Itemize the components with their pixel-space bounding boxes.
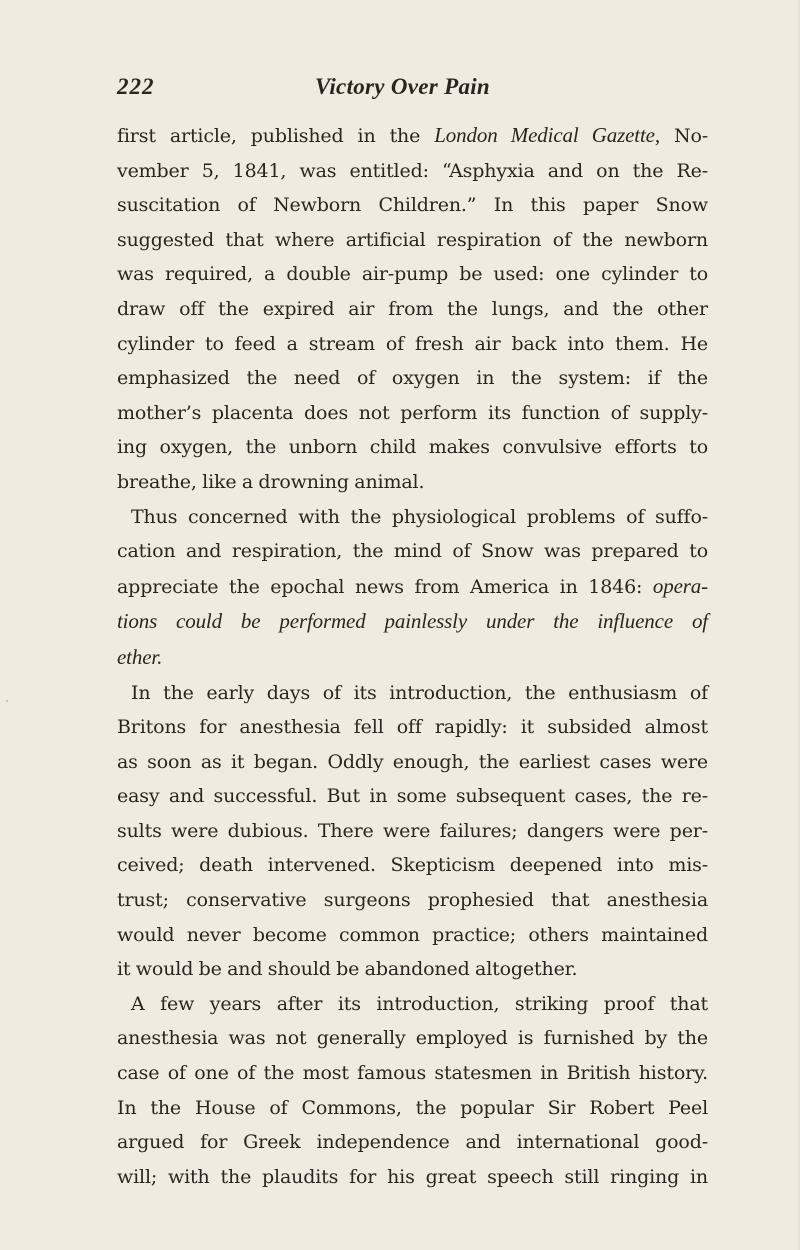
text-line: ing oxygen, the unborn child makes convulsive efforts to bbox=[117, 436, 708, 459]
text-line: A few years after its introduction, striking proof that bbox=[131, 992, 708, 1015]
paragraph bbox=[117, 987, 708, 1195]
text-line: cylinder to feed a stream of fresh air back into them. He bbox=[117, 332, 708, 355]
text-line: as soon as it began. Oddly enough, the earliest cases were bbox=[117, 750, 708, 773]
text-line: trust; conservative surgeons prophesied that anesthesia bbox=[117, 889, 708, 912]
text-line: breathe, like a drowning animal. bbox=[117, 470, 425, 493]
text-line: vember 5, 1841, was entitled: “Asphyxia and on the Re- bbox=[117, 159, 708, 182]
text-line: was required, a double air-pump be used: one cylinder to bbox=[117, 263, 708, 286]
text-line: Britons for anesthesia fell off rapidly: it subsided almost bbox=[117, 716, 708, 739]
text-line: In the early days of its introduction, the enthusiasm of bbox=[131, 681, 708, 704]
italic-emphasis: London Medical Gazette, bbox=[434, 123, 660, 147]
text-line: argued for Greek independence and international good- bbox=[117, 1131, 708, 1154]
paragraph bbox=[117, 118, 708, 500]
text-line: In the House of Commons, the popular Sir Robert Peel bbox=[117, 1096, 708, 1119]
text-line bbox=[117, 604, 708, 640]
text-line: suscitation of Newborn Children.” In this paper Snow bbox=[117, 194, 708, 217]
text-line: sults were dubious. There were failures; dangers were per- bbox=[117, 819, 708, 842]
margin-speck bbox=[6, 700, 8, 702]
text-line: easy and successful. But in some subsequent cases, the re- bbox=[117, 785, 708, 808]
italic-emphasis: opera- bbox=[652, 573, 708, 598]
paragraph bbox=[117, 500, 708, 676]
text-line: suggested that where artificial respiration of the newborn bbox=[117, 228, 708, 251]
italic-emphasis: tions could be performed painlessly under the influence of bbox=[117, 609, 708, 634]
text-line: it would be and should be abandoned altogether. bbox=[117, 958, 578, 981]
text-line: case of one of the most famous statesmen in British history. bbox=[117, 1062, 708, 1085]
text-line: draw off the expired air from the lungs, and the other bbox=[117, 297, 708, 320]
text-line: will; with the plaudits for his great speech still ringing in bbox=[117, 1165, 708, 1188]
italic-emphasis: ether. bbox=[117, 644, 163, 669]
text-line: ceived; death intervened. Skepticism deepened into mis- bbox=[117, 854, 708, 877]
text-line: cation and respiration, the mind of Snow was prepared to bbox=[117, 540, 708, 563]
text-line: emphasized the need of oxygen in the system: if the bbox=[117, 367, 708, 390]
paragraph bbox=[117, 676, 708, 987]
text-line: first article, published in the London Medical Gazette, No- bbox=[117, 123, 708, 147]
running-head bbox=[117, 74, 707, 108]
text-line bbox=[117, 640, 708, 676]
text-line: Thus concerned with the physiological problems of suffo- bbox=[131, 505, 708, 528]
text-line: mother’s placenta does not perform its function of supply- bbox=[117, 401, 708, 424]
page-number: 222 bbox=[117, 74, 155, 99]
text-line: would never become common practice; others maintained bbox=[117, 923, 708, 946]
text-line: anesthesia was not generally employed is furnished by the bbox=[117, 1027, 708, 1050]
running-title: Victory Over Pain bbox=[315, 74, 491, 99]
text-line: appreciate the epochal news from America in 1846: opera- bbox=[117, 573, 708, 598]
body-text bbox=[117, 118, 708, 1194]
